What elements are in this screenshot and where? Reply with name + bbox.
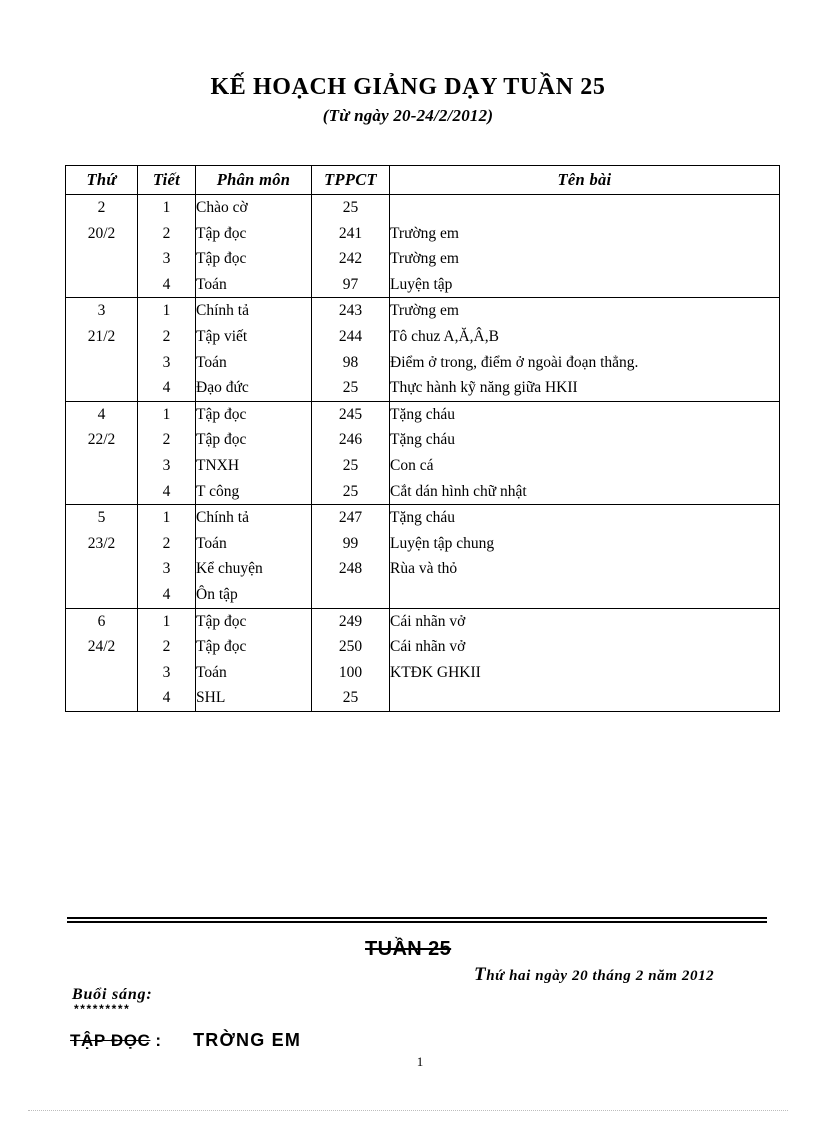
lesson-subject-colon: : xyxy=(155,1031,162,1050)
cell-subject: Tập đọc xyxy=(196,246,312,272)
column-header-thu: Thứ xyxy=(66,166,138,195)
column-header-tppct: TPPCT xyxy=(312,166,390,195)
cell-lesson: Tặng cháu xyxy=(390,427,780,453)
cell-tppct: 99 xyxy=(312,531,390,557)
table-row xyxy=(66,634,780,660)
schedule-day-group xyxy=(66,298,780,401)
cell-tppct: 25 xyxy=(312,685,390,711)
section-divider xyxy=(67,917,767,923)
lesson-date-line xyxy=(474,964,714,986)
day-number: 5 xyxy=(97,509,106,527)
cell-tppct: 241 xyxy=(312,221,390,247)
session-star-underline: ********* xyxy=(74,1002,131,1016)
lesson-subject-row xyxy=(70,1030,301,1051)
cell-subject: Đạo đức xyxy=(196,375,312,401)
table-row xyxy=(66,350,780,376)
date-line-rest: hứ hai ngày 20 tháng 2 năm 2012 xyxy=(486,968,715,984)
cell-lesson: Tặng cháu xyxy=(390,505,780,531)
cell-subject: Kể chuyện xyxy=(196,556,312,582)
cell-tppct: 25 xyxy=(312,195,390,221)
title-block xyxy=(0,74,816,126)
cell-lesson: Luyện tập chung xyxy=(390,531,780,557)
cell-subject: Chào cờ xyxy=(196,195,312,221)
cell-period: 4 xyxy=(138,479,196,505)
table-row xyxy=(66,195,780,221)
cell-period: 4 xyxy=(138,375,196,401)
cell-lesson: Luyện tập xyxy=(390,272,780,298)
table-row xyxy=(66,246,780,272)
cell-lesson: Trường em xyxy=(390,246,780,272)
cell-subject: Toán xyxy=(196,660,312,686)
cell-period: 4 xyxy=(138,272,196,298)
cell-subject: Chính tả xyxy=(196,505,312,531)
cell-lesson xyxy=(390,685,780,711)
cell-subject: Tập đọc xyxy=(196,401,312,427)
cell-lesson: Cắt dán hình chữ nhật xyxy=(390,479,780,505)
cell-tppct xyxy=(312,582,390,608)
page-number: 1 xyxy=(416,1054,424,1069)
cell-period: 3 xyxy=(138,453,196,479)
day-date: 23/2 xyxy=(87,534,116,552)
cell-day xyxy=(66,608,138,711)
cell-tppct: 243 xyxy=(312,298,390,324)
cell-subject: Tập đọc xyxy=(196,608,312,634)
cell-subject: T công xyxy=(196,479,312,505)
schedule-table xyxy=(65,165,780,712)
column-header-ten-bai: Tên bài xyxy=(390,166,780,195)
cell-lesson: Rùa và thỏ xyxy=(390,556,780,582)
cell-subject: SHL xyxy=(196,685,312,711)
schedule-day-group xyxy=(66,195,780,298)
cell-subject: TNXH xyxy=(196,453,312,479)
page-subtitle: (Từ ngày 20-24/2/2012) xyxy=(322,105,494,125)
week-label: TUẦN 25 xyxy=(365,938,452,960)
day-number: 6 xyxy=(97,612,106,630)
schedule-table-container xyxy=(65,165,779,712)
table-row xyxy=(66,427,780,453)
cell-period: 3 xyxy=(138,660,196,686)
cell-lesson: Con cá xyxy=(390,453,780,479)
cell-period: 2 xyxy=(138,427,196,453)
cell-lesson: KTĐK GHKII xyxy=(390,660,780,686)
table-row xyxy=(66,272,780,298)
cell-lesson: Tặng cháu xyxy=(390,401,780,427)
cell-tppct: 242 xyxy=(312,246,390,272)
schedule-day-group xyxy=(66,608,780,711)
lesson-title: TRỜNG EM xyxy=(193,1030,302,1050)
cell-day xyxy=(66,298,138,401)
cell-tppct: 97 xyxy=(312,272,390,298)
cell-subject: Chính tả xyxy=(196,298,312,324)
day-date: 21/2 xyxy=(87,327,116,345)
cell-subject: Toán xyxy=(196,531,312,557)
cell-period: 2 xyxy=(138,531,196,557)
cell-period: 4 xyxy=(138,685,196,711)
table-row xyxy=(66,221,780,247)
cell-period: 1 xyxy=(138,195,196,221)
cell-subject: Tập đọc xyxy=(196,427,312,453)
day-number: 4 xyxy=(97,405,106,423)
cell-lesson: Trường em xyxy=(390,298,780,324)
cell-period: 2 xyxy=(138,324,196,350)
table-row xyxy=(66,608,780,634)
cell-subject: Tập đọc xyxy=(196,221,312,247)
cell-lesson: Tô chuz A,Ă,Â,B xyxy=(390,324,780,350)
cell-lesson xyxy=(390,195,780,221)
day-date: 20/2 xyxy=(87,224,116,242)
page-title: KẾ HOẠCH GIẢNG DẠY TUẦN 25 xyxy=(210,74,606,100)
cell-tppct: 98 xyxy=(312,350,390,376)
table-header-row xyxy=(66,166,780,195)
table-row xyxy=(66,685,780,711)
table-row xyxy=(66,582,780,608)
cell-lesson xyxy=(390,582,780,608)
cell-tppct: 100 xyxy=(312,660,390,686)
cell-tppct: 250 xyxy=(312,634,390,660)
cell-subject: Toán xyxy=(196,350,312,376)
day-date: 22/2 xyxy=(87,431,116,449)
cell-period: 2 xyxy=(138,634,196,660)
cell-period: 1 xyxy=(138,298,196,324)
cell-period: 1 xyxy=(138,608,196,634)
cell-day xyxy=(66,195,138,298)
cell-day xyxy=(66,505,138,608)
cell-tppct: 247 xyxy=(312,505,390,531)
date-line-initial: T xyxy=(474,964,487,985)
cell-period: 3 xyxy=(138,350,196,376)
cell-subject: Tập viết xyxy=(196,324,312,350)
cell-day xyxy=(66,401,138,504)
cell-lesson: Điểm ở trong, điểm ở ngoài đoạn thẳng. xyxy=(390,350,780,376)
footer-dotted-rule xyxy=(28,1110,788,1112)
cell-tppct: 244 xyxy=(312,324,390,350)
cell-lesson: Trường em xyxy=(390,221,780,247)
cell-period: 3 xyxy=(138,246,196,272)
cell-tppct: 246 xyxy=(312,427,390,453)
cell-subject: Ôn tập xyxy=(196,582,312,608)
cell-tppct: 249 xyxy=(312,608,390,634)
day-date: 24/2 xyxy=(87,638,116,656)
table-row xyxy=(66,401,780,427)
cell-lesson: Thực hành kỹ năng giữa HKII xyxy=(390,375,780,401)
lesson-subject-name: TẬP ĐỌC xyxy=(70,1031,151,1050)
cell-period: 4 xyxy=(138,582,196,608)
column-header-tiet: Tiết xyxy=(138,166,196,195)
session-block xyxy=(72,986,153,1016)
table-row xyxy=(66,298,780,324)
session-label: Buổi sáng: xyxy=(72,986,153,1003)
table-row xyxy=(66,556,780,582)
cell-period: 1 xyxy=(138,401,196,427)
table-row xyxy=(66,660,780,686)
schedule-day-group xyxy=(66,401,780,504)
cell-period: 3 xyxy=(138,556,196,582)
schedule-day-group xyxy=(66,505,780,608)
column-header-phan-mon: Phân môn xyxy=(196,166,312,195)
cell-subject: Toán xyxy=(196,272,312,298)
cell-period: 2 xyxy=(138,221,196,247)
cell-tppct: 245 xyxy=(312,401,390,427)
cell-lesson: Cái nhãn vở xyxy=(390,608,780,634)
cell-tppct: 25 xyxy=(312,479,390,505)
table-row xyxy=(66,531,780,557)
table-row xyxy=(66,375,780,401)
table-row xyxy=(66,479,780,505)
day-number: 3 xyxy=(97,302,106,320)
cell-tppct: 25 xyxy=(312,375,390,401)
cell-lesson: Cái nhãn vở xyxy=(390,634,780,660)
cell-tppct: 25 xyxy=(312,453,390,479)
table-row xyxy=(66,505,780,531)
day-number: 2 xyxy=(97,199,106,216)
cell-subject: Tập đọc xyxy=(196,634,312,660)
table-row xyxy=(66,324,780,350)
cell-tppct: 248 xyxy=(312,556,390,582)
table-row xyxy=(66,453,780,479)
table-header xyxy=(66,166,780,195)
cell-period: 1 xyxy=(138,505,196,531)
